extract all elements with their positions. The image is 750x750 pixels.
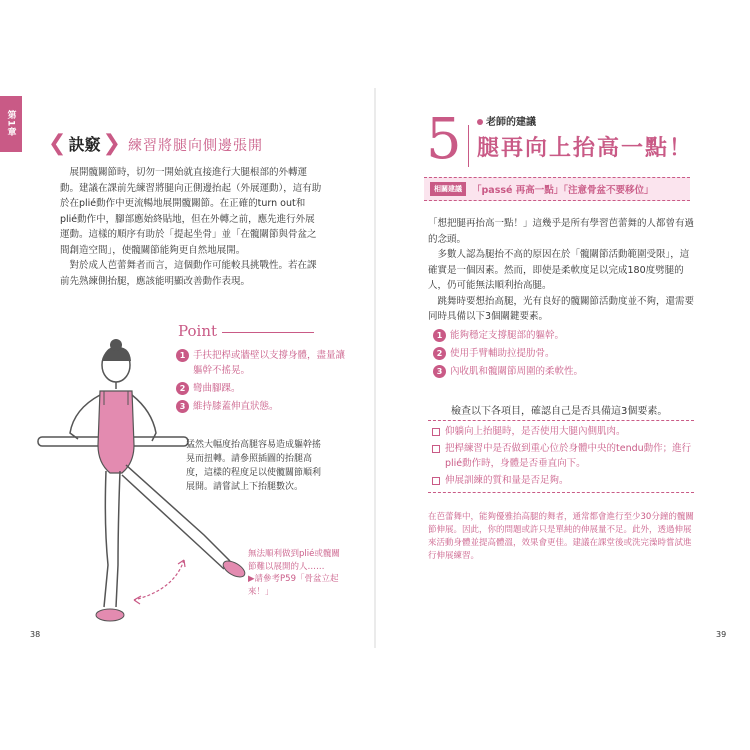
number-3-icon: 3 (433, 365, 446, 378)
right-paragraph-1: 「想把腿再抬高一點！」這幾乎是所有學習芭蕾舞的人都曾有過的念頭。 (428, 218, 695, 245)
hair-bun (110, 339, 122, 351)
stretching-note: 在芭蕾舞中，能夠優雅抬高腿的舞者，通常都會進行至少30分鐘的髖關節伸展。因此，你的問題或許只是單純的伸展量不足。此外，透過伸展來活動身體並提高體溫，效果會更佳。建議在課堂後或洗完澡時嘗試進行伸展練習。 (428, 512, 694, 561)
number-2-icon: 2 (433, 347, 446, 360)
key-element-text: 內收肌和髖關節周圍的柔軟性。 (450, 366, 584, 377)
dancer-right-arm (132, 395, 156, 441)
left-paragraph-1: 展開髖關節時，切勿一開始就直接進行大腿根部的外轉運動。建議在課前先練習將腿向正側邊抬起（外展運動），這有助於在plié動作中更流暢地展開髖關節。在正確的turn out和plié動作中，腳部應始終貼地，但在外轉之前，應先進行外展運動。這樣的順序有助於「提起坐骨」並「在髖關節與骨盆之間創造空間」，使髖關節能夠更自然地展開。 (60, 167, 322, 256)
checklist-item (432, 424, 694, 439)
checklist-text: 把桿練習中是否做到重心位於身體中央的tendu動作；進行plié動作時，身體是否垂直向下。 (445, 443, 692, 469)
teacher-advice-label: 老師的建議 (477, 113, 536, 128)
right-bracket-icon: ❯ (102, 130, 121, 156)
checklist-item (432, 473, 694, 488)
checklist-bottom-divider (428, 492, 694, 493)
checklist-top-divider (428, 420, 694, 421)
reference-link[interactable]: ▶請參考P59「骨盆立起來！」 (248, 574, 339, 597)
page-title: 腿再向上抬高一點！ (477, 136, 694, 161)
right-paragraph-3: 跳舞時要想抬高腿，光有良好的髖關節活動度並不夠，還需要同時具備以下3個關鍵要素。 (428, 295, 695, 322)
key-elements-list (433, 328, 693, 382)
illustration-caption: 猛然大幅度抬高腿容易造成軀幹搖晃而扭轉。請參照插圖的抬腿高度，這樣的程度足以使髖關節順利展開。請嘗試上下抬腿數次。 (186, 440, 322, 492)
left-body-text (60, 165, 322, 289)
standing-leg (104, 471, 108, 607)
key-element-item (433, 346, 693, 362)
standing-ballet-shoe (96, 609, 124, 621)
point-heading: Point (178, 322, 218, 340)
checklist-intro: 檢查以下各項目，確認自己是否具備這3個要素。 (451, 406, 668, 417)
checklist-text: 伸展訓練的質和量是否足夠。 (445, 475, 569, 486)
tip-badge (48, 132, 121, 155)
checkbox-icon[interactable] (432, 428, 440, 436)
left-paragraph-2: 對於成人芭蕾舞者而言，這個動作可能較具挑戰性。若在課前先熟練側抬腿，應該能明顯改善動作表現。 (60, 260, 317, 287)
tip-label: 訣竅 (68, 135, 101, 154)
reference-note (248, 548, 340, 598)
number-3-icon: 3 (176, 400, 189, 413)
right-paragraph-2: 多數人認為腿抬不高的原因在於「髖關節活動範圍受限」，這確實是一個因素。然而，即使是柔軟度足以完成180度劈腿的人，仍可能無法順利抬高腿。 (428, 249, 690, 291)
page-number-left: 38 (30, 630, 41, 639)
checkbox-icon[interactable] (432, 445, 440, 453)
number-1-icon: 1 (176, 349, 189, 362)
dancer-left-arm (70, 395, 100, 439)
pink-leotard (98, 391, 134, 473)
reference-note-line: 無法順利做到plié或髖關節難以展開的人…… (248, 549, 340, 572)
key-element-text: 使用手臂輔助拉提肋骨。 (450, 348, 555, 359)
chapter-tab[interactable]: 第1章 (0, 96, 22, 152)
checklist-item (432, 441, 694, 471)
left-bracket-icon: ❮ (48, 130, 67, 156)
number-1-icon: 1 (433, 329, 446, 342)
related-links[interactable]: 「passé 再高一點」「注意骨盆不要移位」 (472, 185, 654, 196)
advice-number: 5 (426, 107, 462, 172)
checklist-text: 仰躺向上抬腿時，是否使用大腿內側肌肉。 (445, 426, 626, 437)
key-element-item (433, 364, 693, 380)
tip-title: 練習將腿向側邊張開 (128, 138, 263, 154)
point-text: 維持膝蓋伸直狀態。 (193, 401, 279, 412)
related-tag: 相關建議 (430, 182, 466, 196)
point-text: 手扶把桿或牆壁以支撐身體，盡量讓軀幹不搖晃。 (193, 350, 346, 376)
number-2-icon: 2 (176, 382, 189, 395)
right-body-text (428, 216, 694, 325)
number-divider (468, 125, 469, 167)
related-advice-box (424, 177, 690, 201)
point-text: 彎曲腳踝。 (193, 383, 241, 394)
key-element-text: 能夠穩定支撐腿部的軀幹。 (450, 330, 565, 341)
book-gutter (374, 88, 376, 648)
motion-arc (134, 560, 184, 600)
key-element-item (433, 328, 693, 344)
checkbox-icon[interactable] (432, 477, 440, 485)
page-number-right: 39 (716, 630, 727, 639)
checklist (432, 424, 694, 490)
lifted-ballet-shoe (221, 558, 248, 580)
arrow-left-icon (134, 596, 141, 604)
